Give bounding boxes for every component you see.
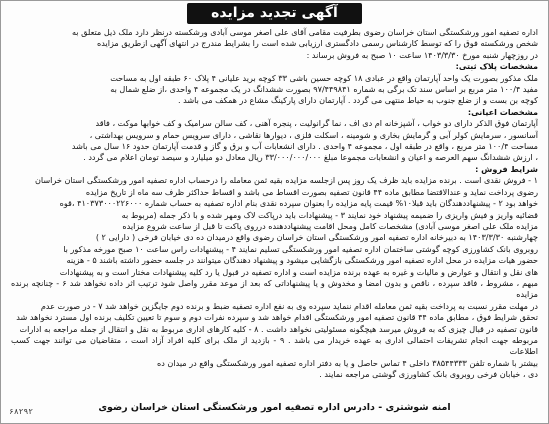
text-line: خواهد بود ۲ - پیشنهاددهندگان باید قبلا۱۰% قیمت پایه مزایده را بعنوان سپرده نقدی بنام اداره تصفیه به حساب شماره ۴۱۰۳۷۳۰۰۰۲۲۶۰۰۰ ،قوه (59, 198, 538, 209)
text-line: مزایده ملک علی اصغر موسی آبادی) مشخصات کامل ومحل اقامت پیشنهاددهنده درروی پاکت تا قبل از ساعت شروع مزایده (122, 220, 538, 231)
text-line: های نقل و انتقال و عوارض و مالیات و غیره به عهده برنده مزایده است و اداره تصفیه در قبول یا رد کلیه پیشنهادات مختار است و به پیشنهادات (59, 266, 538, 277)
text-line: تحقق شرایط فوق ، مطابق ماده ۴۴ قانون تصفیه امور ورشکستگی اقدام خواهد شد و سپرده نفرات دوم و سوم تا تعیین تکلیف برنده اول مسترد نخواهد شد (16, 312, 538, 323)
text-line: روبروی بانک کشاورزی کوچه گوشتی ساختمان اداره تصفیه امور ورشکستگی تسلیم نمایند ۴ - پیشنهادات راس ساعت ۱۰ صبح مورخه مذکور با (63, 243, 538, 254)
text-line: دی ، خیابان فرخی روبروی بانک کشاورزی گوشتی مراجعه نمایند . (319, 369, 538, 380)
text-line: مساحت ۱۰۰/۴ متر مربع ، واقع در طبقه اول ، مجموعه ۴ واحدی . دارای انشعابات آب و برق و گاز و قدمت آپارتمان حدود ۱۶ سال می باشد (71, 141, 538, 152)
text-line: کوچه بن بست و از ضلع جنوب به حیاط منتهی می گردد . آپارتمان دارای پارکینگ مشاع در همکف می باشد . (177, 95, 538, 106)
notice-footer (1, 399, 548, 423)
notice-body (11, 27, 538, 397)
section-heading: مشخصات پلاک ثبتی: (455, 61, 538, 72)
text-line: قانون تصفیه در قبال چیزی که به فروش میرسد هیچگونه مسئولیتی نخواهد داشت . ۸ - کلیه کارهای اداری مربوط به نقل و انتقال از جمله مراجعه به ادارات (19, 323, 538, 334)
text-line: اداره تصفیه امور ورشکستگی استان خراسان رضوی بطرفیت مقامی آقای علی اصغر موسی آبادی ورشکسته درنظر دارد ملک ذیل متعلق به (71, 27, 538, 37)
text-line: آسانسور ، سرمایش کولر آبی و گرمایش بخاری و شومینه ، اسکلت فلزی ، دیوارها نقاشی ، دارای سرویس حمام و سرویس بهداشتی ، (89, 129, 538, 140)
text-line: حضور هیات مزایده در محل اداره تصفیه امور ورشکستگی بازگشایی میشود و پیشنهاد دهندگان میتوانند در جلسه حضور داشته باشند ۵ - هزینه (66, 255, 538, 266)
text-line: مبهم ، مشروط ، فاقد سپرده ، ناقص و بدون امضا و مخدوش و یا پیشنهاداتی که بعد از موعد مقرر واصل شود ترتیب اثر داده نخواهد شد ۶ - چنانچه برنده مزایده (11, 277, 538, 300)
section-heading: مشخصات اعیانی: (467, 106, 538, 117)
text-line: شخص ورشکسته فوق را که توسط کارشناس رسمی دادگستری ارزیابی شده است را بشرایط مندرج در انتهای آگهی ازطریق مزایده (96, 38, 538, 49)
text-line: چهارشنبه ۱۴۰۳/۳/۳۰ به دبیرخانه اداره تصفیه امور ورشکستگی استان خراسان رضوی واقع درمیدان ده دی خیابان فرخی ( دارایی ۲ ) (95, 232, 538, 243)
signature-line: امنه شوشتری - دادرس اداره تصفیه امور ورشکستگی استان خراسان رضوی (98, 402, 451, 413)
section-heading: شرایط فروش : (475, 163, 538, 174)
notice-title: آگهی تجدید مزایده (187, 3, 362, 24)
notice-header (1, 1, 548, 25)
text-line: قضائیه واریز و فیش واریزی را ضمیمه پیشنهاد خود نمایند ۳ - پیشنهادات باید درپاکت لاک ومهر شده و با ذکر جمله (مربوط به (121, 209, 538, 220)
text-line: ۱ - فروش نقدی است . برنده مزایده باید ظرف یک روز پس ازجلسه مزایده بقیه ثمن معامله را درحساب اداره تصفیه امور ورشکستگی استان خراسان (34, 175, 538, 186)
text-line: در روزچهار شنبه مورخ ۱۴۰۳/۳/۳۰ ساعت ۱۰ صبح به فروش برساند : (306, 49, 538, 60)
text-line: آپارتمان فوق الذکر دارای دو خواب ، آشپزخانه ام دی اف ، نما گرانولیت ، پنجره آهنی ، کف سالن سرامیک و کف خوابها موکت ، فاقد (95, 118, 538, 129)
text-line: مفید ۱۰۰/۴ متر مربع بر اساس سند تک برگی به شماره ۹۷/۴۴۹۸۴۱ بصورت ششدانگ در یک مجموعه ۴ واحدی ،از ضلع شمال به (110, 84, 538, 95)
text-line: بیشتر با شماره تلفن ۳۸۵۴۴۳۳۳ داخلی ۴ تماس حاصل و یا به دفتر اداره تصفیه امور ورشکستگی واقع در میدان ده (157, 357, 538, 368)
text-line: ، ارزش ششدانگ سهم العرصه و اعیان و انشعابات مجموعا مبلغ ۳۳/۰۰۰/۰۰۰/۰۰۰ ریال معادل دو میلیارد و سیصد تومان اعلام می گردد . (83, 152, 538, 163)
text-line: رضوی پرداخت نماید و عندالاقتضا مطابق ماده ۴۴ قانون تصفیه بصورت اقساط می باشد و اقساط حداکثر ظرف سه ماه از تاریخ مزایده (85, 186, 538, 197)
text-line: ملک مذکور بصورت یک واحد آپارتمان واقع در عبادی ۱۸ کوچه حسین باشی ۳۳ کوچه برید علیانی ۴ پلاک ۶۰ طبقه اول به مساحت (110, 72, 538, 83)
notice-code: ۶۸۲۹۲ (9, 407, 34, 416)
text-line: مربوطه جهت انجام تشریفات احتمالی اداری به عهده خریدار می باشد . ۹ - بازدید از ملک برای کلیه افراد آزاد است ، متقاضیان می توانند جهت کسب اطلاعات (11, 334, 538, 357)
text-line: در مهلت مقرر نسبت به پرداخت بقیه ثمن معامله اقدام ننماید سپرده وی به نفع اداره تصفیه ضبط و برنده دوم جایگزین خواهد شد ۷ - در صورت عدم (40, 300, 538, 311)
